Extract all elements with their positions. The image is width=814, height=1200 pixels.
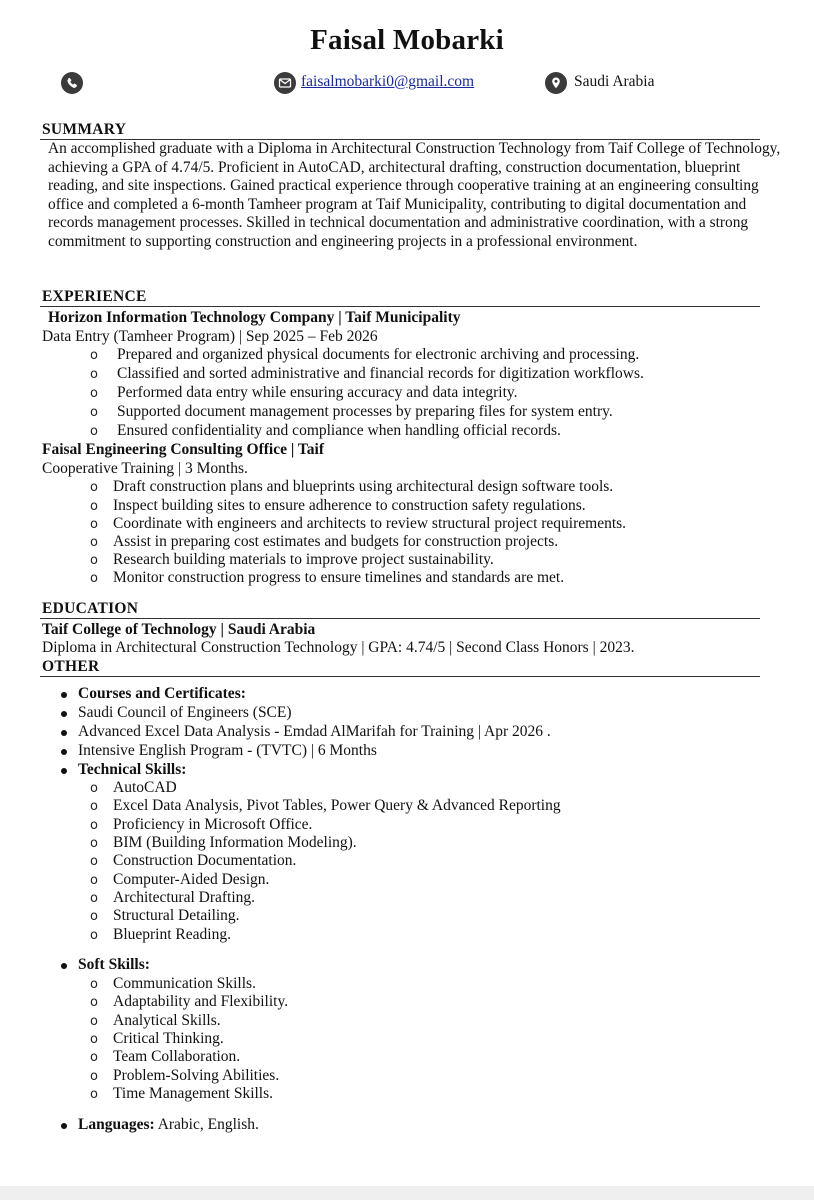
circle-bullet-icon: o bbox=[90, 348, 98, 363]
list-item: Time Management Skills. bbox=[113, 1085, 274, 1102]
list-item: Supported document management processes by preparing files for system entry. bbox=[117, 403, 613, 420]
job-employer: Faisal Engineering Consulting Office | Taif bbox=[42, 441, 325, 458]
education-heading: EDUCATION bbox=[42, 600, 139, 617]
circle-bullet-icon: o bbox=[90, 995, 98, 1010]
list-item: Inspect building sites to ensure adherence to construction safety regulations. bbox=[113, 497, 586, 514]
job-role: Data Entry (Tamheer Program) | Sep 2025 – Feb 2026 bbox=[42, 328, 378, 345]
list-item: Monitor construction progress to ensure timelines and standards are met. bbox=[113, 569, 565, 586]
circle-bullet-icon: o bbox=[90, 499, 98, 514]
list-item: BIM (Building Information Modeling). bbox=[113, 834, 357, 851]
circle-bullet-icon: o bbox=[90, 535, 98, 550]
list-item: Computer-Aided Design. bbox=[113, 871, 270, 888]
list-item: Communication Skills. bbox=[113, 975, 256, 992]
circle-bullet-icon: o bbox=[90, 928, 98, 943]
page-bottom-edge bbox=[0, 1186, 814, 1200]
list-item: Blueprint Reading. bbox=[113, 926, 231, 943]
list-item: Critical Thinking. bbox=[113, 1030, 224, 1047]
job-employer: Horizon Information Technology Company | Taif Municipality bbox=[48, 309, 461, 326]
circle-bullet-icon: o bbox=[90, 891, 98, 906]
list-item: Performed data entry while ensuring accuracy and data integrity. bbox=[117, 384, 518, 401]
bullet-icon bbox=[61, 768, 67, 774]
bullet-icon bbox=[61, 692, 67, 698]
circle-bullet-icon: o bbox=[90, 977, 98, 992]
circle-bullet-icon: o bbox=[90, 873, 98, 888]
list-item: Architectural Drafting. bbox=[113, 889, 256, 906]
list-item: Research building materials to improve project sustainability. bbox=[113, 551, 494, 568]
languages-line bbox=[78, 1116, 259, 1134]
mail-icon bbox=[274, 72, 296, 94]
list-item: Ensured confidentiality and compliance when handling official records. bbox=[117, 422, 561, 439]
circle-bullet-icon: o bbox=[90, 781, 98, 796]
circle-bullet-icon: o bbox=[90, 1069, 98, 1084]
circle-bullet-icon: o bbox=[90, 818, 98, 833]
list-item: Analytical Skills. bbox=[113, 1012, 221, 1029]
list-item: Assist in preparing cost estimates and budgets for construction projects. bbox=[113, 533, 559, 550]
location-pin-icon bbox=[545, 72, 567, 94]
bullet-icon bbox=[61, 711, 67, 717]
languages-value: Arabic, English. bbox=[157, 1116, 259, 1133]
circle-bullet-icon: o bbox=[90, 571, 98, 586]
list-item: Structural Detailing. bbox=[113, 907, 240, 924]
circle-bullet-icon: o bbox=[90, 799, 98, 814]
bullet-icon bbox=[61, 963, 67, 969]
summary-text: An accomplished graduate with a Diploma in Architectural Construction Technology from Taif College of Technology, achieving a GPA of 4.74/5. Proficient in AutoCAD, architectural drafting, construction documentation, blueprint reading, and site inspections. Gained practical experience through cooperative training at an engineering consulting office and completed a 6-month Tamheer program at Taif Municipality, contributing to digital documentation and records management processes. Skilled in technical documentation and administrative coordination, with a strong commitment to supporting construction and engineering projects in a professional environment. bbox=[48, 140, 781, 250]
location-text: Saudi Arabia bbox=[574, 73, 655, 90]
technical-skills-heading: Technical Skills: bbox=[78, 761, 187, 778]
soft-skills-heading: Soft Skills: bbox=[78, 956, 150, 973]
bullet-icon bbox=[61, 730, 67, 736]
circle-bullet-icon: o bbox=[90, 909, 98, 924]
candidate-name: Faisal Mobarki bbox=[310, 24, 504, 56]
circle-bullet-icon: o bbox=[90, 836, 98, 851]
circle-bullet-icon: o bbox=[90, 517, 98, 532]
other-rule bbox=[40, 676, 760, 677]
list-item: Advanced Excel Data Analysis - Emdad AlMarifah for Training | Apr 2026 . bbox=[78, 723, 551, 740]
summary-heading: SUMMARY bbox=[42, 121, 127, 138]
circle-bullet-icon: o bbox=[90, 1032, 98, 1047]
circle-bullet-icon: o bbox=[90, 553, 98, 568]
circle-bullet-icon: o bbox=[90, 424, 98, 439]
list-item: Saudi Council of Engineers (SCE) bbox=[78, 704, 292, 721]
education-school: Taif College of Technology | Saudi Arabia bbox=[42, 621, 316, 638]
circle-bullet-icon: o bbox=[90, 1050, 98, 1065]
bullet-icon bbox=[61, 1123, 67, 1129]
courses-heading: Courses and Certificates: bbox=[78, 685, 246, 702]
list-item: Team Collaboration. bbox=[113, 1048, 241, 1065]
other-heading: OTHER bbox=[42, 658, 100, 675]
circle-bullet-icon: o bbox=[90, 386, 98, 401]
job-role: Cooperative Training | 3 Months. bbox=[42, 460, 248, 477]
circle-bullet-icon: o bbox=[90, 1087, 98, 1102]
circle-bullet-icon: o bbox=[90, 1014, 98, 1029]
list-item: Problem-Solving Abilities. bbox=[113, 1067, 280, 1084]
languages-heading: Languages: bbox=[78, 1116, 155, 1133]
circle-bullet-icon: o bbox=[90, 405, 98, 420]
education-rule bbox=[40, 618, 760, 619]
list-item: Construction Documentation. bbox=[113, 852, 297, 869]
list-item: Coordinate with engineers and architects to review structural project requirements. bbox=[113, 515, 627, 532]
email-link[interactable]: faisalmobarki0@gmail.com bbox=[301, 73, 475, 90]
experience-rule bbox=[40, 306, 760, 307]
circle-bullet-icon: o bbox=[90, 480, 98, 495]
education-details: Diploma in Architectural Construction Technology | GPA: 4.74/5 | Second Class Honors | 2023. bbox=[42, 639, 635, 656]
list-item: Intensive English Program - (TVTC) | 6 Months bbox=[78, 742, 377, 759]
list-item: Adaptability and Flexibility. bbox=[113, 993, 289, 1010]
list-item: Draft construction plans and blueprints using architectural design software tools. bbox=[113, 478, 614, 495]
circle-bullet-icon: o bbox=[90, 367, 98, 382]
list-item: Excel Data Analysis, Pivot Tables, Power Query & Advanced Reporting bbox=[113, 797, 561, 814]
circle-bullet-icon: o bbox=[90, 854, 98, 869]
list-item: AutoCAD bbox=[113, 779, 177, 796]
list-item: Proficiency in Microsoft Office. bbox=[113, 816, 313, 833]
experience-heading: EXPERIENCE bbox=[42, 288, 147, 305]
phone-icon bbox=[61, 72, 83, 94]
bullet-icon bbox=[61, 749, 67, 755]
list-item: Classified and sorted administrative and financial records for digitization workflows. bbox=[117, 365, 644, 382]
list-item: Prepared and organized physical documents for electronic archiving and processing. bbox=[117, 346, 640, 363]
